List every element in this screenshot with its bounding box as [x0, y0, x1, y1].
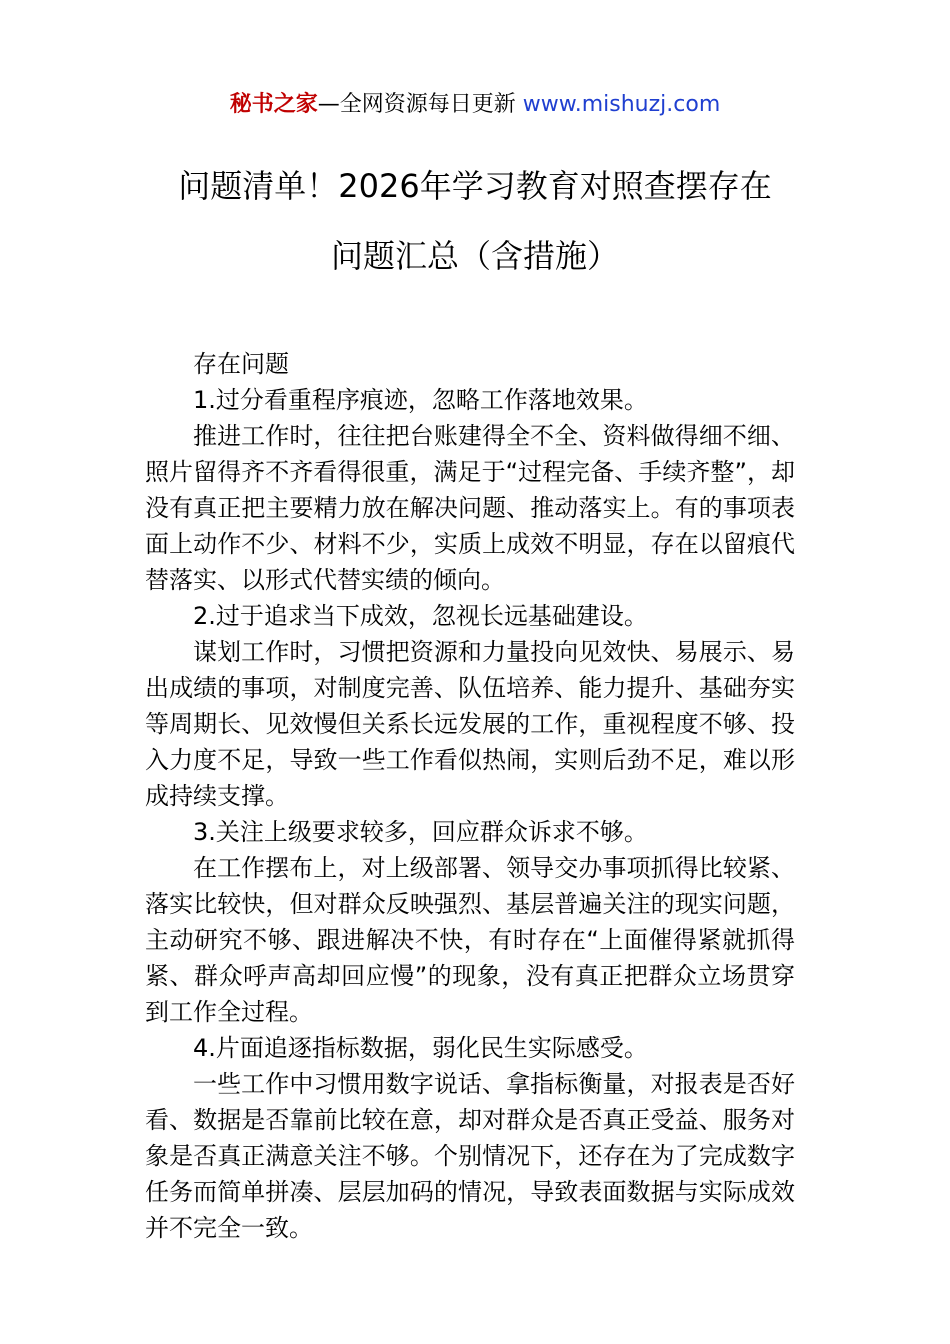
document-title — [100, 166, 850, 276]
problem-paragraph-4: 一些工作中习惯用数字说话、拿指标衡量，对报表是否好看、数据是否靠前比较在意，却对群众是否真正受益、服务对象是否真正满意关注不够。个别情况下，还存在为了完成数字任务而简单拼凑、层层加码的情况，导致表面数据与实际成效并不完全一致。 — [145, 1070, 795, 1242]
problem-heading-1: 1.过分看重程序痕迹，忽略工作落地效果。 — [193, 386, 648, 414]
site-brand: 秘书之家 — [229, 92, 318, 117]
problem-paragraph-1: 推进工作时，往往把台账建得全不全、资料做得细不细、照片留得齐不齐看得很重，满足于“过程完备、手续齐整”，却没有真正把主要精力放在解决问题、推动落实上。有的事项表面上动作不少、材料不少，实质上成效不明显，存在以留痕代替落实、以形式代替实绩的倾向。 — [145, 422, 795, 594]
title-line-1: 问题清单！2026年学习教育对照查摆存在 — [178, 167, 772, 205]
section-heading: 存在问题 — [193, 350, 289, 378]
problem-heading-3: 3.关注上级要求较多，回应群众诉求不够。 — [193, 818, 648, 846]
problem-heading-4: 4.片面追逐指标数据，弱化民生实际感受。 — [193, 1034, 648, 1062]
site-url-link[interactable]: www.mishuzj.com — [522, 92, 721, 117]
site-tagline: —全网资源每日更新 — [317, 92, 516, 117]
document-body — [145, 346, 795, 1246]
problem-paragraph-2: 谋划工作时，习惯把资源和力量投向见效快、易展示、易出成绩的事项，对制度完善、队伍培养、能力提升、基础夯实等周期长、见效慢但关系长远发展的工作，重视程度不够、投入力度不足，导致一些工作看似热闹，实则后劲不足，难以形成持续支撑。 — [145, 638, 795, 810]
problem-heading-2: 2.过于追求当下成效，忽视长远基础建设。 — [193, 602, 648, 630]
title-line-2: 问题汇总（含措施） — [330, 237, 619, 275]
site-header — [0, 88, 950, 122]
problem-paragraph-3: 在工作摆布上，对上级部署、领导交办事项抓得比较紧、落实比较快，但对群众反映强烈、基层普遍关注的现实问题，主动研究不够、跟进解决不快，有时存在“上面催得紧就抓得紧、群众呼声高却回应慢”的现象，没有真正把群众立场贯穿到工作全过程。 — [145, 854, 795, 1026]
